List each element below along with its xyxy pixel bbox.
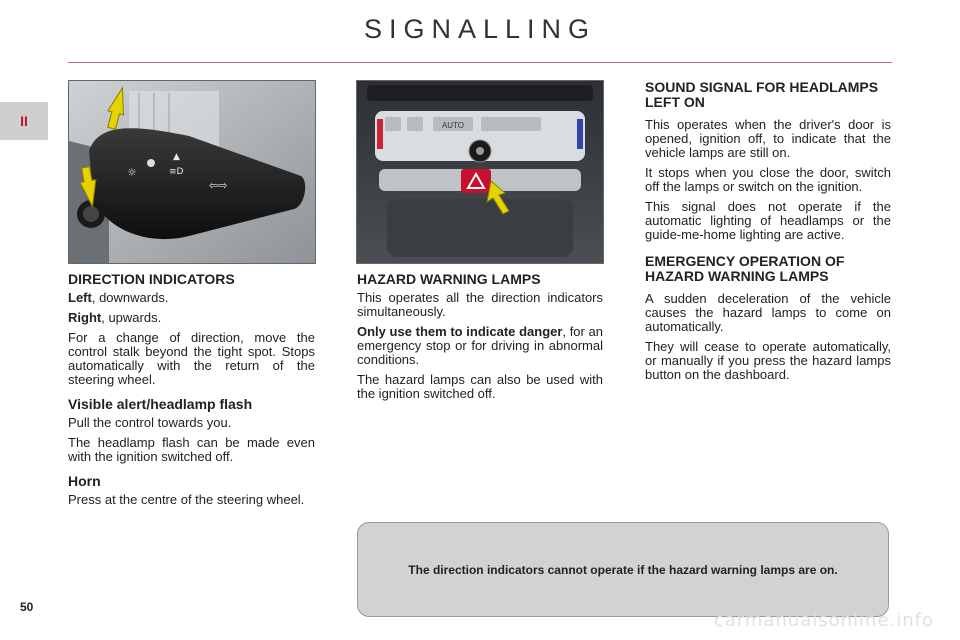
- indicator-stalk-photo-icon: [69, 81, 315, 263]
- headlamp-flash-heading: Visible alert/headlamp flash: [68, 396, 253, 412]
- emergency-text-1: A sudden deceleration of the vehicle causes the hazard lamps to come on automatically.: [645, 291, 891, 334]
- horn-text: Press at the centre of the steering wheel.: [68, 492, 305, 507]
- column-direction-indicators: [68, 272, 315, 513]
- right-label: Right: [68, 310, 102, 325]
- svg-text:⇦⇨: ⇦⇨: [209, 179, 228, 192]
- direction-indicators-heading: DIRECTION INDICATORS: [68, 271, 235, 287]
- left-text: , downwards.: [91, 290, 169, 305]
- hazard-text-2-rest: , for an emergency stop or for driving in abnormal conditions.: [357, 324, 603, 367]
- note-text: The direction indicators cannot operate if the hazard warning lamps are on.: [408, 562, 838, 577]
- right-text: , upwards.: [101, 310, 162, 325]
- horn-heading: Horn: [68, 473, 101, 489]
- sound-text-1: This operates when the driver's door is opened, ignition off, to indicate that the vehicle lamps are still on.: [645, 117, 891, 160]
- right-instruction: [68, 311, 315, 325]
- hazard-bold-text: Only use them to indicate danger: [357, 324, 563, 339]
- svg-text:▲: ▲: [173, 152, 180, 162]
- left-label: Left: [68, 290, 92, 305]
- note-box: [357, 522, 889, 617]
- hazard-warning-heading: HAZARD WARNING LAMPS: [357, 271, 541, 287]
- sound-text-2: It stops when you close the door, switch off the lamps or switch on the ignition.: [645, 165, 891, 194]
- sound-text-3: This signal does not operate if the automatic lighting of headlamps or the guide-me-home lighting are active.: [645, 199, 891, 242]
- dashboard-photo: [356, 80, 604, 264]
- left-instruction: [68, 291, 315, 305]
- title-divider: [68, 62, 892, 63]
- hazard-button-photo-icon: [357, 81, 603, 263]
- headlamp-flash-text-2: The headlamp flash can be made even with the ignition switched off.: [68, 435, 315, 464]
- svg-text:☼: ☼: [127, 166, 137, 179]
- auto-button-label: AUTO: [441, 121, 465, 130]
- column-hazard-warning: [357, 272, 603, 407]
- change-direction-text: For a change of direction, move the control stalk beyond the tight spot. Stops automatically with the return of the steering wheel.: [68, 330, 315, 387]
- sound-signal-heading: SOUND SIGNAL FOR HEADLAMPS LEFT ON: [645, 79, 879, 110]
- headlamp-flash-text-1: Pull the control towards you.: [68, 415, 232, 430]
- chapter-tab[interactable]: II: [0, 102, 48, 140]
- hazard-text-3: The hazard lamps can also be used with the ignition switched off.: [357, 372, 603, 401]
- hazard-text-2: [357, 325, 603, 367]
- watermark: carmanualsonline.info: [713, 610, 934, 631]
- emergency-operation-heading: EMERGENCY OPERATION OF HAZARD WARNING LAMPS: [645, 253, 845, 284]
- emergency-text-2: They will cease to operate automatically, or manually if you press the hazard lamps button on the dashboard.: [645, 339, 891, 382]
- page-number: 50: [20, 600, 34, 614]
- page-title: SIGNALLING: [363, 14, 597, 44]
- column-sound-signal: [645, 80, 891, 388]
- hazard-text-1: This operates all the direction indicators simultaneously.: [357, 290, 603, 319]
- svg-text:≡D: ≡D: [169, 167, 184, 177]
- stalk-photo: [68, 80, 316, 264]
